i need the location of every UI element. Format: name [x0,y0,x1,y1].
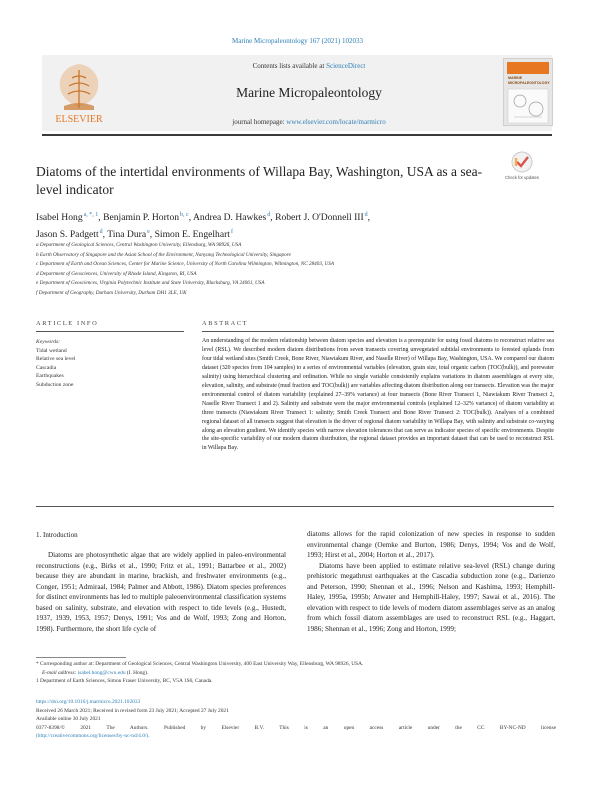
author-affiliation-marker[interactable]: e [147,229,150,236]
journal-cover-thumbnail[interactable] [503,58,553,126]
author-affiliation-marker[interactable]: b, c [180,212,189,218]
author-name[interactable]: Jason S. Padgett [36,229,99,241]
keyword-item: Cascadia [36,364,57,371]
keyword-list [36,347,166,390]
journal-reference[interactable]: Marine Micropaleontology 167 (2021) 102033 [231,37,364,45]
author-affiliation-marker[interactable]: d [99,229,103,236]
article-info-rule [36,331,184,332]
body-column-right [307,529,555,634]
author-line-2: Jason S. Padgett$^d$, Tina Dura$^e$, Simon E. Engelhart$^f$ [36,229,233,241]
corresponding-author-note: * Corresponding author at: Department of Geological Sciences, Central Washington University, 400 East University Way, Ellensburg, WA 98926, USA. [36,661,364,667]
affiliation-item: a Department of Geological Sciences, Central Washington University, Ellensburg, WA 98926, USA [36,242,242,248]
header-rule [42,134,552,136]
author-name[interactable]: Isabel Hong [36,212,83,224]
author-name[interactable]: Benjamin P. Horton [103,212,180,224]
available-online: Available online 30 July 2021 [36,716,101,723]
body-column-left [36,550,286,634]
keyword-item: Relative sea level [36,356,76,362]
footnote-rule [36,657,126,658]
abstract-rule-bottom [36,506,554,507]
publication-info [36,698,556,741]
email-line [36,669,556,678]
affiliation-item: e Department of Geosciences, Virginia Polytechnic Institute and State University, Blacksburg, VA 24061, USA [36,280,265,286]
author-affiliation-marker[interactable]: a, *, 1 [83,212,99,218]
license-link[interactable]: (http://creativecommons.org/licenses/by-nc-nd/4.0/). [36,733,150,740]
author-affiliation-marker[interactable]: d [364,212,368,218]
homepage-prefix: journal homepage: [232,118,287,126]
abstract-text: An understanding of the modern relationship between diatom species and elevation is a prerequisite for using fossil diatoms to reconstruct relative sea level (RSL). We described modern diatom distributions from seven transects covering unvegetated subtidal environments to forested uplands from four tidal wetland sites (Smith Creek, Bone River, Niawiakum River, and Naselle River) of Willapa Bay, Washington, USA. We compared our diatom dataset (320 species from 104 samples) to a series of environmental variables (elevation, grain size, total organic carbon (TOC(bulk)), and porewater salinity) using hierarchical clustering and ordination. While no single variable consistently explains variations in diatom assemblages at every site, elevation, salinity, and substrate (mud fraction and TOC(bulk)) are variables affecting diatom distribution along our transects. Elevation was the major environmental control of diatom variability (explained 27–39% variance) at four transects (Bone River Transect 1, Niawiakum River Transect 2, Naselle River Transect 1 and 2). Salinity and substrate were the major environmental controls (explained 12–32% variance) of diatom variability at three transects (Niawiakum River Transect 1: salinity; Smith Creek Transect and Bone River Transect 2: TOC(bulk)). Analyses of a combined regional dataset of all transects suggest that elevation is the driver of regional diatom variability in Willapa Bay, with salinity and substrate co-varying along an elevation gradient. We identify species with narrow elevation tolerances that can serve as indicator species of specific environments. Despite the site-specific variability of our modern diatom distribution, the regional dataset provides an important dataset that can be used to reconstruct RSL in Willapa Bay. [202,338,554,452]
affiliation-item: f Department of Geography, Durham University, Durham DH1 3LE, UK [36,289,187,296]
abstract-heading: ABSTRACT [202,320,249,327]
author-name[interactable]: Andrea D. Hawkes [193,212,267,224]
crossmark-icon[interactable] [504,150,540,184]
author-line-1: Isabel Hong$^{a, *, 1}$, Benjamin P. Horton$^{b, c}$, Andrea D. Hawkes$^d$, Robert J. O'Donnell III$^d$, [36,212,371,224]
author-name[interactable]: Tina Dura [107,229,147,241]
journal-title: Marine Micropaleontology [236,85,382,100]
intro-paragraph-2: Diatoms have been applied to estimate relative sea-level (RSL) change during prehistoric megathrust earthquakes at the Cascadia subduction zone (e.g., Darienzo and Peterson, 1990; Shennan et al., 1996; Nelson and Kashima, 1993; Hemphill-Haley, 1995a, 1995b; Atwater and Hemphill-Haley, 1997; Sawai et al., 2016). The elevation with respect to tide levels of modern diatom assemblages serve as an analog from which fossil diatom assemblages are used to reconstruct RSL (e.g., Haggart, 1986; Shennan et al., 1996; Zong and Horton, 1999; [307,561,555,633]
email-suffix: (I. Hong). [125,669,149,676]
journal-homepage-line [120,118,498,126]
keyword-item: Subduction zone [36,381,74,388]
elsevier-wordmark: ELSEVIER [55,114,103,125]
abstract-rule-top [202,331,554,332]
contents-prefix: Contents lists available at [252,62,327,70]
affiliation-item: d Department of Geosciences, University of Rhode Island, Kingston, RI, USA [36,270,197,277]
homepage-link[interactable]: www.elsevier.com/locate/marmicro [286,118,386,126]
author-list [36,208,536,242]
affiliation-item: b Earth Observatory of Singapore and the Asian School of the Environment, Nanyang Technological University, Singapore [36,251,291,258]
sciencedirect-link[interactable]: ScienceDirect [326,62,366,70]
affiliation-item: c Department of Earth and Ocean Sciences, Center for Marine Science, University of North Carolina Wilmington, Wilmington, NC 28403, USA [36,261,335,267]
cover-title: MARINE MICROPALEONTOLOGY [508,76,550,85]
keyword-item: Tidal wetland [36,347,67,354]
email-link[interactable]: isabel.hong@cwu.edu [77,669,126,676]
intro-paragraph-1-continued: diatoms allows for the rapid colonization of new species in response to sudden environmental change (Oemke and Burton, 1986; Denys, 1994; Vos and de Wolf, 1993; Hirst et al., 2004; Horton et al., 2017). [307,530,555,559]
footnotes [36,660,556,686]
author-affiliation-marker[interactable]: d [267,212,271,218]
affiliation-list [36,241,536,298]
footnote-1: 1 Department of Earth Sciences, Simon Fraser University, BC, V5A 1S6, Canada. [36,678,213,684]
intro-paragraph-1: Diatoms are photosynthetic algae that are widely applied in paleo-environmental reconstructions (e.g., Birks et al., 1990; Fritz et al., 1991; Battarbee et al., 2002) because they are abundant in marine, brackish, and freshwater environments (e.g., Conger, 1951; Admiraal, 1984; Palmer and Abbott, 1986). Diatom species preferences for distinct environments has led to multiple paleoenvironmental classification systems based on salinity, substrate, and elevation with respect to tide levels (e.g., Hustedt, 1937, 1939, 1953, 1957; Denys, 1991; Vos and de Wolf, 1993; Zong and Horton, 1998). Furthermore, the short life cycle of [36,551,286,633]
keywords-block [36,338,166,389]
crossmark-label: Check for updates [505,175,539,180]
contents-availability-line [120,62,498,70]
author-affiliation-marker[interactable]: f [230,229,233,236]
article-info-heading: ARTICLE INFO [36,320,99,327]
keywords-label: Keywords: [36,339,61,345]
author-name[interactable]: Simon E. Engelhart [154,229,230,241]
received-dates: Received 26 March 2021; Received in revised form 23 July 2021; Accepted 27 July 2021 [36,707,229,714]
elsevier-logo[interactable] [44,56,114,130]
author-name[interactable]: Robert J. O'Donnell III [275,212,364,224]
email-label: E-mail address: [42,669,78,676]
section-heading-introduction: 1. Introduction [36,531,78,539]
doi-link[interactable]: https://doi.org/10.1016/j.marmicro.2021.102033 [36,699,141,705]
copyright-line: 0377-8398/© 2021 The Authors. Published by Elsevier B.V. This is an open access article under the CC BY-NC-ND license [36,724,556,731]
article-title: Diatoms of the intertidal environments of Willapa Bay, Washington, USA as a sea-level indicator [36,164,483,197]
keyword-item: Earthquakes [36,373,64,379]
cover-image [506,87,550,125]
